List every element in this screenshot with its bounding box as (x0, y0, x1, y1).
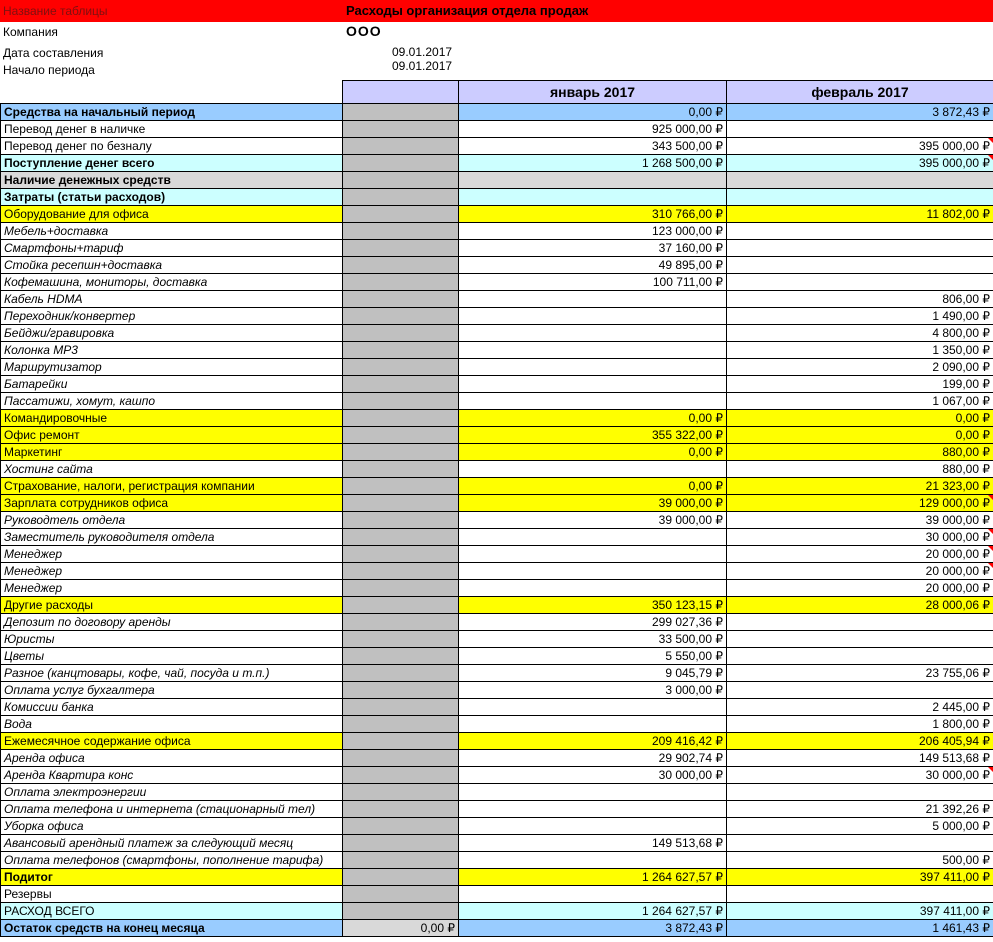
february-value-cell[interactable] (727, 631, 993, 648)
row-label-cell[interactable]: Командировочные (1, 410, 343, 427)
blank-cell[interactable] (343, 325, 459, 342)
company-value: ООО (346, 23, 382, 39)
row-label-cell[interactable]: Аренда Квартира конс (1, 767, 343, 784)
february-value-cell[interactable] (727, 240, 993, 257)
february-value-cell[interactable]: 5 000,00 ₽ (727, 818, 993, 835)
table-row (1, 291, 993, 308)
february-value-cell[interactable]: 23 755,06 ₽ (727, 665, 993, 682)
february-value-cell[interactable] (727, 682, 993, 699)
january-value-cell[interactable]: 343 500,00 ₽ (459, 138, 727, 155)
table-row (1, 393, 993, 410)
january-value-cell[interactable] (459, 308, 727, 325)
february-value-cell[interactable] (727, 886, 993, 903)
blank-cell[interactable] (343, 427, 459, 444)
february-value-cell[interactable] (727, 614, 993, 631)
table-row (1, 597, 993, 614)
february-value-cell[interactable]: 1 461,43 ₽ (727, 920, 993, 937)
january-value-cell[interactable]: 1 268 500,00 ₽ (459, 155, 727, 172)
table-row (1, 121, 993, 138)
row-label-cell[interactable]: Офис ремонт (1, 427, 343, 444)
row-label-cell[interactable]: Депозит по договору аренды (1, 614, 343, 631)
january-value-cell[interactable]: 355 322,00 ₽ (459, 427, 727, 444)
row-label-cell[interactable]: Зарплата сотрудников офиса (1, 495, 343, 512)
row-label-cell[interactable]: Кабель HDMA (1, 291, 343, 308)
january-value-cell[interactable] (459, 716, 727, 733)
row-label-cell[interactable]: Оплата электроэнергии (1, 784, 343, 801)
january-value-cell[interactable]: 350 123,15 ₽ (459, 597, 727, 614)
table-row (1, 495, 993, 512)
january-value-cell[interactable]: 0,00 ₽ (459, 444, 727, 461)
blank-cell[interactable] (343, 631, 459, 648)
row-label-cell[interactable]: Руководтель отдела (1, 512, 343, 529)
february-value-cell[interactable] (727, 835, 993, 852)
table-row (1, 580, 993, 597)
january-value-cell[interactable]: 925 000,00 ₽ (459, 121, 727, 138)
january-value-cell[interactable]: 123 000,00 ₽ (459, 223, 727, 240)
february-value-cell[interactable]: 20 000,00 ₽ (727, 563, 993, 580)
january-value-cell[interactable]: 33 500,00 ₽ (459, 631, 727, 648)
january-value-cell[interactable] (459, 359, 727, 376)
january-value-cell[interactable] (459, 699, 727, 716)
blank-cell[interactable] (343, 104, 459, 121)
row-label-cell[interactable]: Авансовый арендный платеж за следующий месяц (1, 835, 343, 852)
january-value-cell[interactable]: 37 160,00 ₽ (459, 240, 727, 257)
header-blank-cell (343, 81, 459, 104)
february-value-cell[interactable]: 21 323,00 ₽ (727, 478, 993, 495)
table-row (1, 648, 993, 665)
january-value-cell[interactable]: 30 000,00 ₽ (459, 767, 727, 784)
table-row (1, 104, 993, 121)
table-row (1, 257, 993, 274)
table-row (1, 801, 993, 818)
table-title-bar (0, 0, 993, 22)
row-label-cell[interactable]: Бейджи/гравировка (1, 325, 343, 342)
date-value: 09.01.2017 (392, 45, 453, 59)
february-value-cell[interactable]: 206 405,94 ₽ (727, 733, 993, 750)
february-value-cell[interactable]: 39 000,00 ₽ (727, 512, 993, 529)
january-value-cell[interactable] (459, 461, 727, 478)
january-value-cell[interactable] (459, 291, 727, 308)
february-value-cell[interactable]: 3 872,43 ₽ (727, 104, 993, 121)
february-value-cell[interactable]: 20 000,00 ₽ (727, 580, 993, 597)
blank-cell[interactable] (343, 461, 459, 478)
row-label-cell[interactable]: Батарейки (1, 376, 343, 393)
row-label-cell[interactable]: Средства на начальный период (1, 104, 343, 121)
february-value-cell[interactable]: 2 445,00 ₽ (727, 699, 993, 716)
blank-cell[interactable] (343, 495, 459, 512)
row-label-cell[interactable]: Перевод денег в наличке (1, 121, 343, 138)
table-row (1, 427, 993, 444)
january-value-cell[interactable]: 29 902,74 ₽ (459, 750, 727, 767)
blank-cell[interactable] (343, 138, 459, 155)
table-row (1, 240, 993, 257)
blank-cell[interactable] (343, 716, 459, 733)
january-value-cell[interactable] (459, 325, 727, 342)
table-title-label: Название таблицы (3, 4, 108, 18)
row-label-cell[interactable]: Заместитель руководителя отдела (1, 529, 343, 546)
row-label-cell[interactable]: Юристы (1, 631, 343, 648)
table-title: Расходы организация отдела продаж (346, 3, 589, 18)
january-value-cell[interactable]: 0,00 ₽ (459, 410, 727, 427)
table-row (1, 308, 993, 325)
column-header-row (1, 81, 993, 104)
table-row (1, 155, 993, 172)
table-row (1, 461, 993, 478)
blank-cell[interactable] (343, 597, 459, 614)
february-value-cell[interactable]: 806,00 ₽ (727, 291, 993, 308)
january-value-cell[interactable]: 209 416,42 ₽ (459, 733, 727, 750)
january-value-cell[interactable]: 3 872,43 ₽ (459, 920, 727, 937)
january-value-cell[interactable]: 39 000,00 ₽ (459, 495, 727, 512)
blank-cell[interactable] (343, 342, 459, 359)
january-value-cell[interactable] (459, 580, 727, 597)
row-label-cell[interactable]: Менеджер (1, 580, 343, 597)
row-label-cell[interactable]: Оплата телефонов (смартфоны, пополнение тарифа) (1, 852, 343, 869)
blank-cell[interactable] (343, 546, 459, 563)
row-label-cell[interactable]: РАСХОД ВСЕГО (1, 903, 343, 920)
january-value-cell[interactable] (459, 801, 727, 818)
january-value-cell[interactable] (459, 376, 727, 393)
blank-cell[interactable] (343, 206, 459, 223)
blank-cell[interactable] (343, 240, 459, 257)
row-label-cell[interactable]: Маркетинг (1, 444, 343, 461)
row-label-cell[interactable]: Вода (1, 716, 343, 733)
january-value-cell[interactable]: 1 264 627,57 ₽ (459, 903, 727, 920)
february-value-cell[interactable] (727, 223, 993, 240)
table-row (1, 410, 993, 427)
blank-cell[interactable] (343, 529, 459, 546)
table-row (1, 733, 993, 750)
row-label-cell[interactable]: Наличие денежных средств (1, 172, 343, 189)
row-label-cell[interactable]: Мебель+доставка (1, 223, 343, 240)
table-row (1, 206, 993, 223)
table-row (1, 138, 993, 155)
january-value-cell[interactable]: 9 045,79 ₽ (459, 665, 727, 682)
table-row (1, 223, 993, 240)
table-row (1, 886, 993, 903)
row-label-cell[interactable]: Разное (канцтовары, кофе, чай, посуда и т.п.) (1, 665, 343, 682)
table-row (1, 767, 993, 784)
row-label-cell[interactable]: Комиссии банка (1, 699, 343, 716)
table-row (1, 274, 993, 291)
row-label-cell[interactable]: Оборудование для офиса (1, 206, 343, 223)
february-value-cell[interactable]: 149 513,68 ₽ (727, 750, 993, 767)
blank-cell[interactable] (343, 767, 459, 784)
blank-cell[interactable] (343, 223, 459, 240)
blank-cell[interactable] (343, 121, 459, 138)
february-value-cell[interactable]: 1 067,00 ₽ (727, 393, 993, 410)
february-value-cell[interactable] (727, 257, 993, 274)
table-row (1, 529, 993, 546)
blank-cell[interactable] (343, 784, 459, 801)
february-value-cell[interactable]: 880,00 ₽ (727, 444, 993, 461)
row-label-cell[interactable]: Переходник/конвертер (1, 308, 343, 325)
february-value-cell[interactable] (727, 121, 993, 138)
february-value-cell[interactable]: 4 800,00 ₽ (727, 325, 993, 342)
blank-cell[interactable] (343, 699, 459, 716)
february-value-cell[interactable] (727, 274, 993, 291)
blank-cell[interactable] (343, 903, 459, 920)
february-value-cell[interactable]: 199,00 ₽ (727, 376, 993, 393)
february-value-cell[interactable]: 2 090,00 ₽ (727, 359, 993, 376)
blank-cell[interactable] (343, 257, 459, 274)
row-label-cell[interactable]: Менеджер (1, 563, 343, 580)
january-value-cell[interactable] (459, 818, 727, 835)
blank-cell[interactable] (343, 818, 459, 835)
table-row (1, 444, 993, 461)
table-row (1, 342, 993, 359)
january-value-cell[interactable]: 100 711,00 ₽ (459, 274, 727, 291)
row-label-cell[interactable]: Подитог (1, 869, 343, 886)
blank-cell[interactable] (343, 393, 459, 410)
row-label-cell[interactable]: Пассатижи, хомут, кашпо (1, 393, 343, 410)
row-label-cell[interactable]: Остаток средств на конец месяца (1, 920, 343, 937)
table-row (1, 614, 993, 631)
row-label-cell[interactable]: Маршрутизатор (1, 359, 343, 376)
january-value-cell[interactable] (459, 563, 727, 580)
row-label-cell[interactable]: Цветы (1, 648, 343, 665)
row-label-cell[interactable]: Кофемашина, мониторы, доставка (1, 274, 343, 291)
table-row (1, 716, 993, 733)
table-row (1, 563, 993, 580)
blank-cell[interactable] (343, 648, 459, 665)
row-label-cell[interactable]: Колонка MP3 (1, 342, 343, 359)
blank-cell[interactable] (343, 274, 459, 291)
blank-cell[interactable] (343, 376, 459, 393)
table-row (1, 852, 993, 869)
january-value-cell[interactable]: 49 895,00 ₽ (459, 257, 727, 274)
blank-cell[interactable] (343, 563, 459, 580)
january-value-cell[interactable]: 0,00 ₽ (459, 104, 727, 121)
february-value-cell[interactable]: 28 000,06 ₽ (727, 597, 993, 614)
blank-cell[interactable] (343, 359, 459, 376)
table-row (1, 699, 993, 716)
blank-cell[interactable] (343, 682, 459, 699)
blank-cell[interactable] (343, 410, 459, 427)
table-row (1, 784, 993, 801)
table-row (1, 512, 993, 529)
table-row (1, 869, 993, 886)
header-empty-cell (1, 81, 343, 104)
row-label-cell[interactable]: Аренда офиса (1, 750, 343, 767)
february-value-cell[interactable] (727, 784, 993, 801)
column-header-february[interactable]: февраль 2017 (727, 81, 993, 104)
february-value-cell[interactable]: 397 411,00 ₽ (727, 869, 993, 886)
date-label: Дата составления (3, 46, 104, 60)
february-value-cell[interactable]: 395 000,00 ₽ (727, 138, 993, 155)
table-row (1, 172, 993, 189)
february-value-cell[interactable]: 11 802,00 ₽ (727, 206, 993, 223)
period-start-label: Начало периода (3, 63, 95, 77)
february-value-cell[interactable]: 0,00 ₽ (727, 410, 993, 427)
table-row (1, 376, 993, 393)
blank-cell[interactable] (343, 189, 459, 206)
january-value-cell[interactable]: 3 000,00 ₽ (459, 682, 727, 699)
row-label-cell[interactable]: Другие расходы (1, 597, 343, 614)
february-value-cell[interactable]: 1 800,00 ₽ (727, 716, 993, 733)
row-label-cell[interactable]: Менеджер (1, 546, 343, 563)
row-label-cell[interactable]: Стойка ресепшн+доставка (1, 257, 343, 274)
table-row (1, 903, 993, 920)
blank-cell[interactable] (343, 886, 459, 903)
january-value-cell[interactable] (459, 393, 727, 410)
row-label-cell[interactable]: Смартфоны+тариф (1, 240, 343, 257)
blank-cell[interactable] (343, 512, 459, 529)
january-value-cell[interactable]: 5 550,00 ₽ (459, 648, 727, 665)
january-value-cell[interactable] (459, 172, 727, 189)
february-value-cell[interactable]: 397 411,00 ₽ (727, 903, 993, 920)
row-label-cell[interactable]: Затраты (статьи расходов) (1, 189, 343, 206)
table-row (1, 478, 993, 495)
table-row (1, 750, 993, 767)
february-value-cell[interactable]: 129 000,00 ₽ (727, 495, 993, 512)
january-value-cell[interactable] (459, 886, 727, 903)
january-value-cell[interactable] (459, 546, 727, 563)
blank-cell[interactable] (343, 444, 459, 461)
expense-table (0, 80, 993, 937)
february-value-cell[interactable]: 880,00 ₽ (727, 461, 993, 478)
column-header-january[interactable]: январь 2017 (459, 81, 727, 104)
row-label-cell[interactable]: Уборка офиса (1, 818, 343, 835)
row-label-cell[interactable]: Оплата услуг бухгалтера (1, 682, 343, 699)
january-value-cell[interactable]: 299 027,36 ₽ (459, 614, 727, 631)
february-value-cell[interactable]: 500,00 ₽ (727, 852, 993, 869)
january-value-cell[interactable]: 310 766,00 ₽ (459, 206, 727, 223)
blank-cell[interactable] (343, 155, 459, 172)
january-value-cell[interactable] (459, 784, 727, 801)
table-row (1, 325, 993, 342)
blank-cell[interactable] (343, 750, 459, 767)
blank-cell[interactable] (343, 291, 459, 308)
january-value-cell[interactable]: 149 513,68 ₽ (459, 835, 727, 852)
table-row (1, 359, 993, 376)
row-label-cell[interactable]: Оплата телефона и интернета (стационарный тел) (1, 801, 343, 818)
january-value-cell[interactable] (459, 852, 727, 869)
table-row (1, 682, 993, 699)
row-label-cell[interactable]: Ежемесячное содержание офиса (1, 733, 343, 750)
february-value-cell[interactable] (727, 172, 993, 189)
row-label-cell[interactable]: Перевод денег по безналу (1, 138, 343, 155)
row-label-cell[interactable]: Страхование, налоги, регистрация компании (1, 478, 343, 495)
table-row (1, 546, 993, 563)
blank-cell[interactable]: 0,00 ₽ (343, 920, 459, 937)
table-row (1, 189, 993, 206)
table-row (1, 920, 993, 937)
february-value-cell[interactable]: 30 000,00 ₽ (727, 529, 993, 546)
blank-cell[interactable] (343, 478, 459, 495)
february-value-cell[interactable] (727, 648, 993, 665)
february-value-cell[interactable]: 395 000,00 ₽ (727, 155, 993, 172)
february-value-cell[interactable]: 20 000,00 ₽ (727, 546, 993, 563)
blank-cell[interactable] (343, 172, 459, 189)
blank-cell[interactable] (343, 665, 459, 682)
january-value-cell[interactable] (459, 189, 727, 206)
table-row (1, 665, 993, 682)
january-value-cell[interactable]: 1 264 627,57 ₽ (459, 869, 727, 886)
blank-cell[interactable] (343, 580, 459, 597)
february-value-cell[interactable]: 21 392,26 ₽ (727, 801, 993, 818)
blank-cell[interactable] (343, 733, 459, 750)
january-value-cell[interactable]: 39 000,00 ₽ (459, 512, 727, 529)
january-value-cell[interactable] (459, 529, 727, 546)
table-row (1, 631, 993, 648)
company-label: Компания (3, 25, 58, 39)
february-value-cell[interactable] (727, 189, 993, 206)
blank-cell[interactable] (343, 308, 459, 325)
blank-cell[interactable] (343, 614, 459, 631)
blank-cell[interactable] (343, 835, 459, 852)
table-row (1, 818, 993, 835)
period-start-value: 09.01.2017 (392, 59, 453, 73)
blank-cell[interactable] (343, 801, 459, 818)
row-label-cell[interactable]: Хостинг сайта (1, 461, 343, 478)
february-value-cell[interactable]: 30 000,00 ₽ (727, 767, 993, 784)
january-value-cell[interactable] (459, 342, 727, 359)
blank-cell[interactable] (343, 869, 459, 886)
row-label-cell[interactable]: Поступление денег всего (1, 155, 343, 172)
row-label-cell[interactable]: Резервы (1, 886, 343, 903)
february-value-cell[interactable]: 1 350,00 ₽ (727, 342, 993, 359)
february-value-cell[interactable]: 0,00 ₽ (727, 427, 993, 444)
february-value-cell[interactable]: 1 490,00 ₽ (727, 308, 993, 325)
blank-cell[interactable] (343, 852, 459, 869)
table-row (1, 835, 993, 852)
january-value-cell[interactable]: 0,00 ₽ (459, 478, 727, 495)
